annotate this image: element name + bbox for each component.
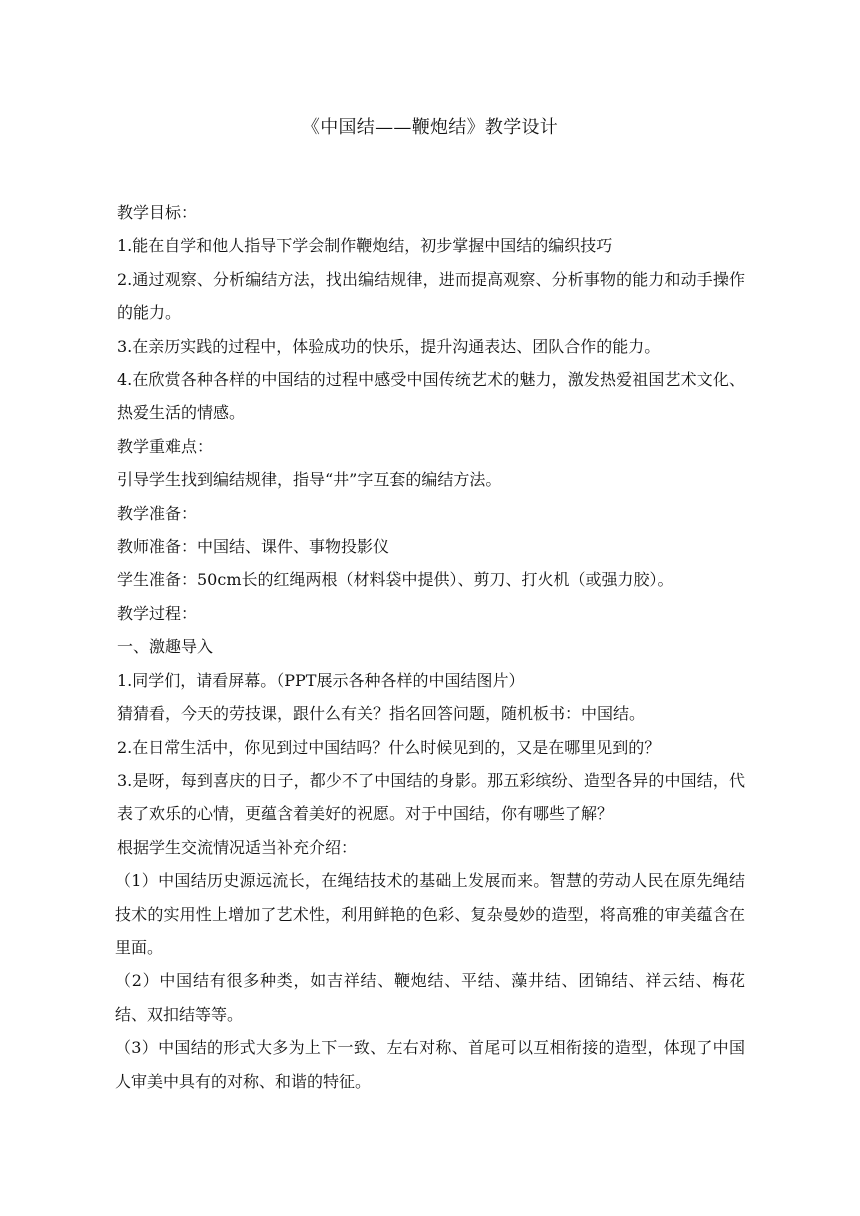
section-introduction: 一、激趣导入 <box>117 637 214 657</box>
supplement-intro: 根据学生交流情况适当补充介绍： <box>117 837 358 857</box>
document-body <box>117 196 745 1098</box>
heading-process: 教学过程： <box>117 603 198 623</box>
heading-key-points: 教学重难点： <box>117 436 214 456</box>
teacher-preparation: 教师准备：中国结、课件、事物投影仪 <box>117 537 390 557</box>
objective-3: 3.在亲历实践的过程中，体验成功的快乐，提升沟通表达、团队合作的能力。 <box>117 336 661 356</box>
objective-2: 2.通过观察、分析编结方法，找出编结规律，进而提高观察、分析事物的能力和动手操作的能力。 <box>117 269 745 323</box>
step-1-guess: 猜猜看，今天的劳技课，跟什么有关？指名回答问题，随机板书：中国结。 <box>117 704 646 724</box>
objective-1: 1.能在自学和他人指导下学会制作鞭炮结，初步掌握中国结的编织技巧 <box>117 236 613 256</box>
step-3: 3.是呀，每到喜庆的日子，都少不了中国结的身影。那五彩缤纷、造型各异的中国结，代表了欢乐的心情，更蕴含着美好的祝愿。对于中国结，你有哪些了解？ <box>117 770 745 824</box>
heading-preparation: 教学准备： <box>117 503 198 523</box>
step-1: 1.同学们，请看屏幕。（PPT展示各种各样的中国结图片） <box>117 670 525 690</box>
key-points-text: 引导学生找到编结规律，指导“井”字互套的编结方法。 <box>117 470 502 490</box>
document-title: 《中国结——鞭炮结》教学设计 <box>301 117 559 138</box>
step-2: 2.在日常生活中，你见到过中国结吗？什么时候见到的，又是在哪里见到的？ <box>117 737 661 757</box>
supplement-item-1: （1）中国结历史源远流长，在绳结技术的基础上发展而来。智慧的劳动人民在原先绳结技术的实用性上增加了艺术性，利用鲜艳的色彩、复杂曼妙的造型，将高雅的审美蕴含在里面。 <box>115 871 745 957</box>
student-preparation: 学生准备：50cm长的红绳两根（材料袋中提供）、剪刀、打火机（或强力胶）。 <box>117 570 674 590</box>
supplement-item-3: （3）中国结的形式大多为上下一致、左右对称、首尾可以互相衔接的造型，体现了中国人审美中具有的对称、和谐的特征。 <box>115 1038 745 1091</box>
supplement-item-2: （2）中国结有很多种类，如吉祥结、鞭炮结、平结、藻井结、团锦结、祥云结、梅花结、双扣结等等。 <box>115 971 745 1024</box>
heading-objectives: 教学目标： <box>117 203 198 222</box>
objective-4: 4.在欣赏各种各样的中国结的过程中感受中国传统艺术的魅力，激发热爱祖国艺术文化、热爱生活的情感。 <box>117 370 745 423</box>
